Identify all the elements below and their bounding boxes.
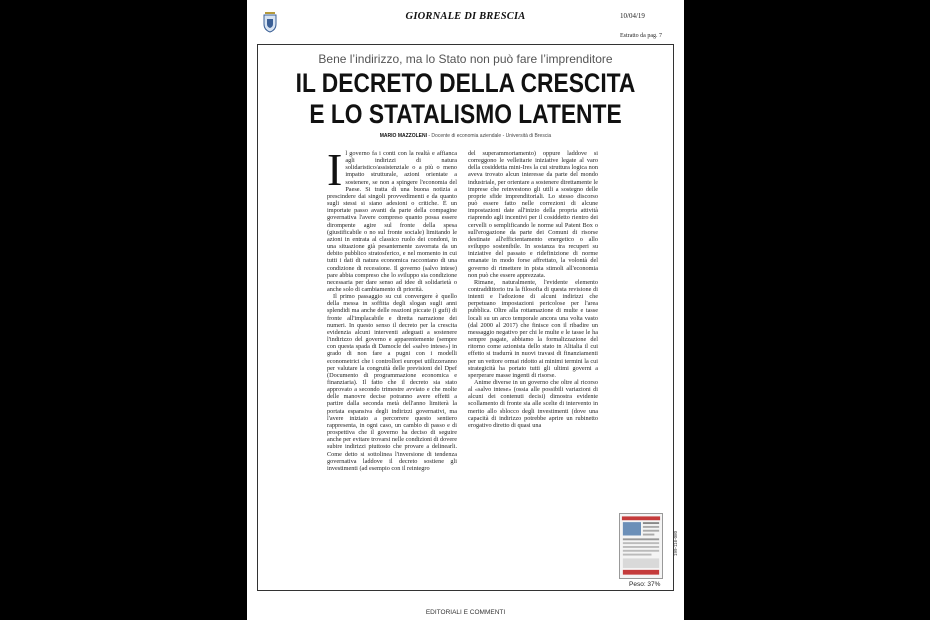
article-column-2 bbox=[468, 150, 598, 512]
newspaper-page bbox=[247, 0, 684, 620]
paragraph: Anime diverse in un governo che oltre al ricorso al «salvo intese» (ossia alle possibili variazioni di alcuni dei contenuti decisi) dimostra evidente scollamento di fronte sia alle scelte di intervento in merito allo sblocco degli investimenti (dove una capacità di indirizzo potrebbe aprire un rubinetto erogativo diretto di quasi una bbox=[468, 379, 598, 429]
section-footer: EDITORIALI E COMMENTI bbox=[425, 609, 506, 616]
extract-page: Estratto da pag. 7 bbox=[620, 33, 662, 39]
article-column-1 bbox=[327, 150, 457, 555]
byline bbox=[247, 133, 684, 139]
page-thumbnail bbox=[619, 513, 663, 579]
author-name: MARIO MAZZOLENI bbox=[379, 133, 427, 139]
article-subtitle: Bene l’indirizzo, ma lo Stato non può fare l’imprenditore bbox=[318, 52, 613, 66]
headline-line-1: IL DECRETO DELLA CRESCITA bbox=[295, 68, 636, 98]
author-role: - Docente di economia aziendale - Università di Brescia bbox=[426, 133, 552, 139]
weight-label: Peso: 37% bbox=[629, 581, 661, 588]
paragraph: Rimane, naturalmente, l'evidente elemento contraddittorio tra la filosofia di questa revisione di intenti e l'adozione di alcuni indirizzi che perpetuano impostazioni pericolose per l'area pubblica. Oltre alla rottamazione di multe e tasse locali su un arco temporale ancora una volta vasto (dal 2000 al 2017) che finisce con il ribadire un messaggio negativo per chi le multe e le tasse le ha sempre pagate, abbiamo la formalizzazione del ritorno come azionista dello stato in Alitalia il cui effetto si tradurrà in nuovi travasi di finanziamenti per un vettore ormai ridotto ai minimi termini la cui strategicità ha portato tutti gli ultimi governi a sperperare masse ingenti di risorse. bbox=[468, 278, 598, 379]
date: 10/04/19 bbox=[620, 12, 645, 20]
masthead: GIORNALE DI BRESCIA bbox=[405, 11, 526, 22]
drop-cap: I bbox=[327, 150, 343, 195]
headline-line-2: E LO STATALISMO LATENTE bbox=[309, 99, 622, 129]
paragraph: Il governo fa i conti con la realtà e affianca agli indirizzi di natura solidaristico/assistenziale o a più o meno impatto strutturale, azioni orientate a sostenere, se non a spingere l'economia del Paese. Si tratta di una buona notizia a prescindere dai singoli provvedimenti e da quanto sugli stessi si siano adesioni o critiche. È un importate passo avanti da parte della compagine governativa l'avere compreso quanto possa essere dirompente agire sul fronte della spesa (giustificabile o no sul fronte sociale) limitando le azioni in entrata al classico ruolo dei condoni, in una situazione già pesantemente zavorrata da un debito pubblico stratosferico, e nel momento in cui tutti i dati di natura economica raccontano di una condizione di recessione. Il governo (salvo intese) pare abbia compreso che lo sviluppo sia condizione necessaria per dare senso ad idee di solidarietà o anche solo di cambiamento di priorità. bbox=[327, 150, 457, 293]
document-code: 199-116-080 bbox=[673, 530, 678, 556]
paragraph: del superammortamento) oppure laddove si correggono le velleitarie iniziative legate al varo della cosiddetta mini-Ires la cui struttura logica non aveva trovato alcun interesse da parte del mondo industriale, per orientare a sostenere direttamente le imprese che reinvestono gli utili a sostegno delle proprie sfide imprenditoriali. Lo stesso discorso può essere fatto nelle correzioni di alcune impostazioni date all'inizio della propria attività riaprendo agli incentivi per il cosiddetto rientro dei cervelli o semplificando le norme sul Patent Box o sull'erogazione da parte dei Comuni di risorse destinate all'efficientamento energetico o allo sviluppo sostenibile. In sostanza tra recuperi su iniziative del passato e ridefinizione di norme emanate in modo forse affrettato, la volontà del governo di rimettere in pista stimoli all'economia non può che essere apprezzata. bbox=[468, 150, 598, 279]
paragraph: Il primo passaggio su cui convergere è quello della messa in soffitta degli slogan sugli anni splendidi ma anche delle reazioni piccate (i gufi) di fronte all'implacabile e diretta narrazione dei numeri. In questo senso il decreto per la crescita evidenzia alcuni interventi adeguati a sostenere l'indirizzo del governo e apparentemente (sempre con questa spada di Damocle del «salvo intese») in grado di non fare a pugni con i modelli econometrici che i controllori europei utilizzeranno per valutare la congruità delle previsioni del Dpef (Documento di programmazione economica e finanziaria). Il fatto che il decreto sia stato approvato a secondo trimestre avviato e che molte delle manovre decise potranno avere effetti a partire dalla seconda metà dell'anno limiterà la portata espansiva degli indirizzi governativi, ma l'avere iniziato a percorrere questo sentiero rappresenta, in ogni caso, un cambio di passo e di prospettiva che il governo ha deciso di seguire anche per evitare trovarsi nelle condizioni di dovere subire indirizzi piuttosto che provare a delinearli. Come detto si sottolinea l'inversione di tendenza governativa laddove il decreto sostiene gli investimenti (ad esempio con il reintegro bbox=[327, 293, 457, 472]
